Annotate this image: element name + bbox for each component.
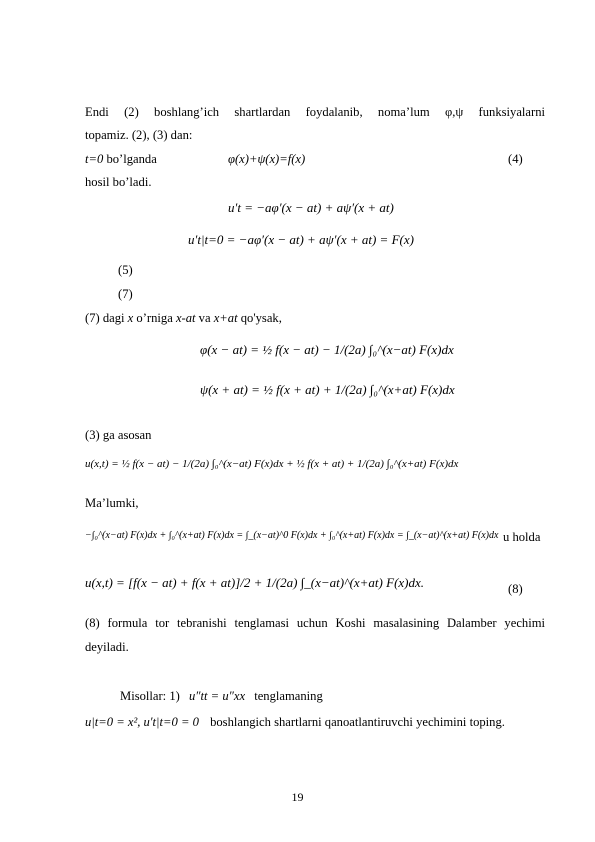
equation-text: u(x,t) = ½ f(x − at) − 1/(2a) ∫₀^(x−at) F(x)dx + ½ f(x + at) + 1/(2a) ∫₀^(x+at) F(x)dx (85, 458, 459, 470)
text: (8) (508, 582, 523, 596)
equation-text: φ(x − at) = ½ f(x − at) − 1/(2a) ∫₀^(x−at) F(x)dx (200, 342, 454, 357)
text: x-at (175, 311, 196, 325)
text: x (127, 311, 134, 325)
text: (7) dagi (85, 311, 128, 325)
paragraph-line (85, 428, 151, 443)
paragraph-line (85, 616, 545, 631)
text: (4) (508, 152, 523, 166)
text: Endi (2) boshlang’ich shartlardan foydalanib, noma’lum φ,ψ funksiyalarni (85, 105, 545, 119)
equation-text: u′t|t=0 = −aφ′(x − at) + aψ′(x + at) = F(x) (188, 232, 414, 247)
equation-ut0 (188, 232, 414, 248)
equation-number (118, 287, 133, 302)
paragraph-line (85, 175, 151, 190)
paragraph-line (85, 128, 192, 143)
text: o’rniga (133, 311, 176, 325)
text: tenglamaning (254, 689, 323, 703)
paragraph-line (503, 530, 540, 545)
text: hosil bo’ladi. (85, 175, 152, 189)
condition-line (85, 152, 157, 167)
equation-text: u″tt = u″xx (188, 689, 246, 703)
equation-text: u(x,t) = [f(x − at) + f(x + at)]/2 + 1/(2a) ∫_(x−at)^(x+at) F(x)dx. (85, 575, 425, 590)
text: (8) formula tor tebranishi tenglamasi uchun Koshi masalasining Dalamber yechimi (85, 616, 545, 630)
text: u holda (503, 530, 541, 544)
equation-u (85, 458, 458, 470)
equation-text: ψ(x + at) = ½ f(x + at) + 1/(2a) ∫₀^(x+at) F(x)dx (200, 382, 455, 397)
equation-8 (85, 575, 424, 591)
text: bo’lganda (103, 152, 157, 166)
equation-4 (228, 152, 305, 167)
example-line (85, 715, 505, 730)
equation-number (508, 152, 523, 167)
equation-ut (228, 200, 394, 216)
equation-psi (200, 382, 455, 398)
text: x+at (213, 311, 238, 325)
text: va (195, 311, 214, 325)
paragraph-line (85, 311, 282, 326)
equation-text: u′t = −aφ′(x − at) + aψ′(x + at) (228, 200, 394, 215)
paragraph-line (85, 105, 545, 120)
equation-text: u|t=0 = x², u′t|t=0 = 0 (85, 715, 199, 729)
page-number: 19 (291, 790, 304, 804)
text: Ma’lumki, (85, 496, 139, 510)
text: Misollar: 1) (120, 689, 180, 703)
text: boshlangich shartlarni qanoatlantiruvchi yechimini toping. (210, 715, 505, 729)
equation-number (508, 582, 523, 597)
equation-number (118, 263, 133, 278)
text: (3) ga asosan (85, 428, 152, 442)
text: (5) (118, 263, 133, 277)
text: qo'ysak, (237, 311, 282, 325)
t-zero: t=0 (85, 152, 104, 166)
text: deyiladi. (85, 640, 129, 654)
equation-phi (200, 342, 454, 358)
equation-text: φ(x)+ψ(x)=f(x) (228, 152, 306, 166)
text: (7) (118, 287, 133, 301)
paragraph-line (85, 640, 129, 655)
equation-integrals (85, 530, 498, 541)
example-line (120, 689, 323, 704)
equation-text: −∫₀^(x−at) F(x)dx + ∫₀^(x+at) F(x)dx = ∫_(x−at)^0 F(x)dx + ∫₀^(x+at) F(x)dx = ∫_(x−at)^(x+at) F(x)dx (85, 530, 499, 541)
paragraph-line (85, 496, 139, 511)
text: topamiz. (2), (3) dan: (85, 128, 193, 142)
